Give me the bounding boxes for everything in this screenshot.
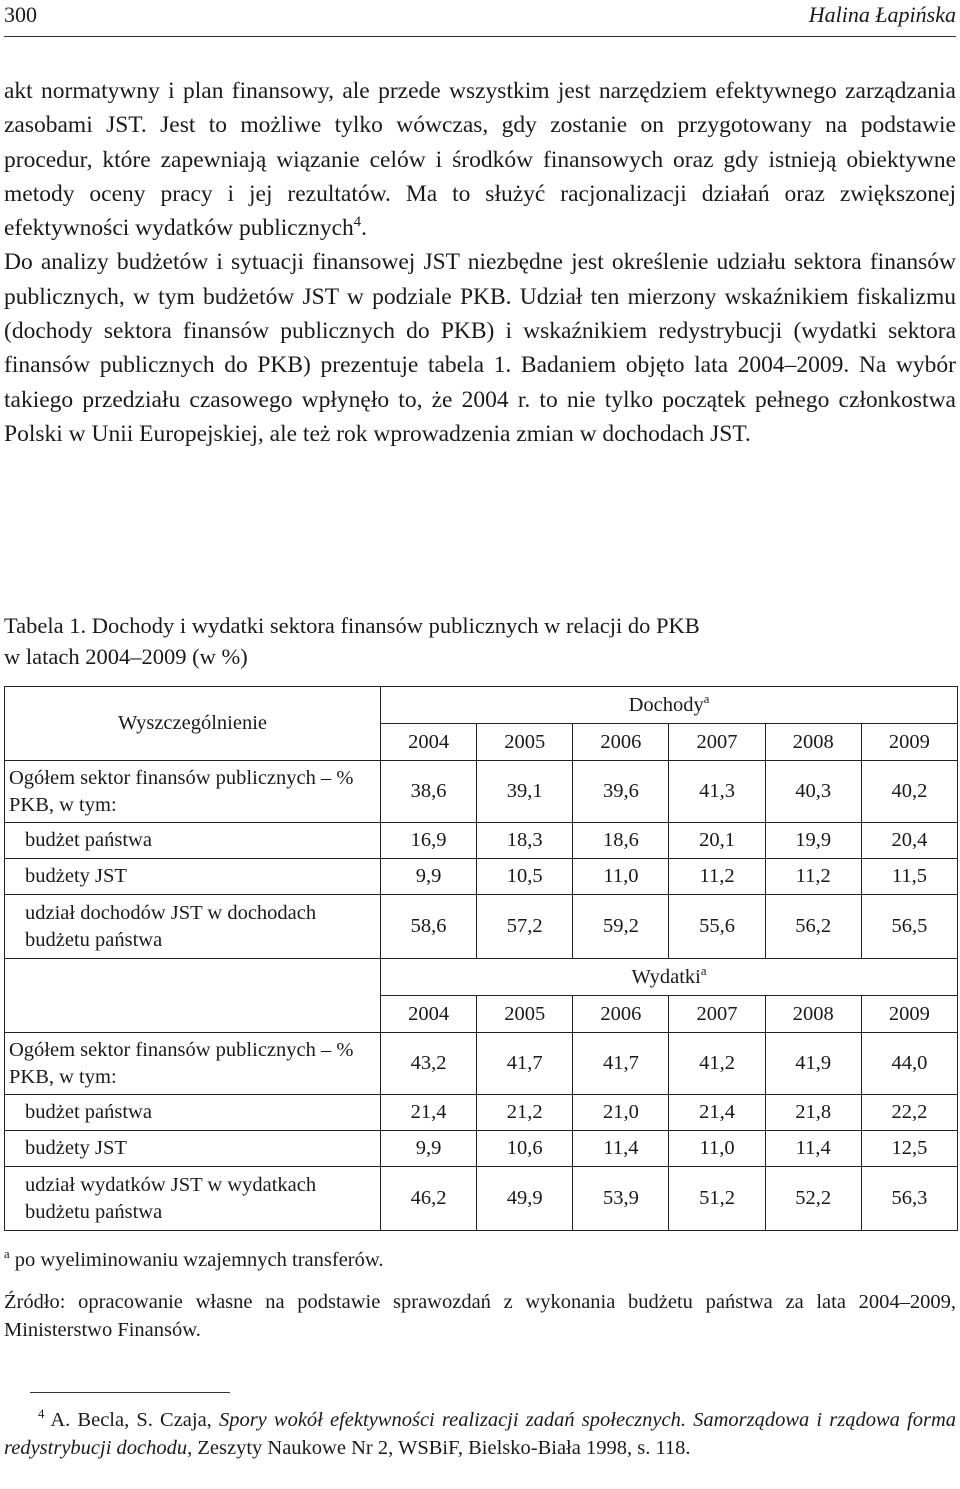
table-cell: 56,5 <box>861 895 957 959</box>
row-label: budżet państwa <box>5 1095 381 1131</box>
page-header <box>4 2 956 32</box>
table-cell: 11,2 <box>765 859 861 895</box>
row-label: Ogółem sektor finansów publicznych – % PKB, w tym: <box>5 1033 381 1095</box>
table-cell: 46,2 <box>381 1167 477 1231</box>
section-title: Dochody$^a$ <box>381 687 958 724</box>
body-text <box>4 74 956 451</box>
table-cell: 21,8 <box>765 1095 861 1131</box>
table-cell: 9,9 <box>381 859 477 895</box>
table-cell: 56,2 <box>765 895 861 959</box>
section-title-row <box>5 959 958 996</box>
data-table <box>4 686 958 1231</box>
table-cell: 19,9 <box>765 823 861 859</box>
footnote-ref: 4 <box>353 214 362 231</box>
table-cell: 11,0 <box>669 1131 765 1167</box>
table-cell: 41,3 <box>669 761 765 823</box>
table-cell: 20,1 <box>669 823 765 859</box>
table-cell: 21,0 <box>573 1095 669 1131</box>
table-cell: 21,4 <box>381 1095 477 1131</box>
table-row <box>5 1131 958 1167</box>
table-row <box>5 1167 958 1231</box>
table-cell: 18,6 <box>573 823 669 859</box>
table-cell: 38,6 <box>381 761 477 823</box>
table-cell: 39,6 <box>573 761 669 823</box>
table-row <box>5 1033 958 1095</box>
table-cell: 11,2 <box>669 859 765 895</box>
table-cell: 40,3 <box>765 761 861 823</box>
table-cell: 11,4 <box>765 1131 861 1167</box>
table-cell: 57,2 <box>477 895 573 959</box>
year-header: 2006 <box>573 996 669 1033</box>
year-header: 2004 <box>381 996 477 1033</box>
table-cell: 9,9 <box>381 1131 477 1167</box>
stub-header <box>5 959 381 1033</box>
paragraph-1: akt normatywny i plan finansowy, ale przede wszystkim jest narzędziem efektywnego zarządzania zasobami JST. Jest to możliwe tylko wówczas, gdy zostanie on przygotowany na podstawie procedur, które zapewniają wiązanie celów i środków finansowych oraz gdy istnieją obiektywne metody oceny pracy i jej rezultatów. Ma to służyć racjonalizacji działań oraz zwiększonej efektywności wydatków publicznych$^4$. <box>4 78 956 242</box>
stub-header: Wyszczególnienie <box>5 687 381 761</box>
row-label: udział wydatków JST w wydatkach budżetu państwa <box>5 1167 381 1231</box>
paragraph-2: Do analizy budżetów i sytuacji finansowej JST niezbędne jest określenie udziału sektora finansów publicznych, w tym budżetów JST w podziale PKB. Udział ten mierzony wskaźnikiem fiskalizmu (dochody sektora finansów publicznych do PKB) i wskaźnikiem redystrybucji (wydatki sektora finansów publicznych do PKB) prezentuje tabela 1. Badaniem objęto lata 2004–2009. Na wybór takiego przedziału czasowego wpłynęło to, że 2004 r. to nie tylko początek pełnego członkostwa Polski w Unii Europejskiej, ale też rok wprowadzenia zmian w dochodach JST. <box>4 249 956 447</box>
table-row <box>5 895 958 959</box>
section-title-row <box>5 687 958 724</box>
row-label: budżety JST <box>5 859 381 895</box>
table-cell: 40,2 <box>861 761 957 823</box>
header-divider <box>4 36 956 37</box>
table-cell: 18,3 <box>477 823 573 859</box>
table-note: $^a$ po wyeliminowaniu wzajemnych transferów. <box>4 1247 384 1271</box>
page-number: 300 <box>4 2 37 27</box>
table-cell: 44,0 <box>861 1033 957 1095</box>
table-cell: 52,2 <box>765 1167 861 1231</box>
source-note: Źródło: opracowanie własne na podstawie sprawozdań z wykonania budżetu państwa za lata 2004–2009, Ministerstwo Finansów. <box>4 1291 956 1341</box>
table-cell: 39,1 <box>477 761 573 823</box>
table-cell: 10,6 <box>477 1131 573 1167</box>
year-header: 2008 <box>765 724 861 761</box>
table-cell: 11,5 <box>861 859 957 895</box>
year-header: 2005 <box>477 724 573 761</box>
row-label: Ogółem sektor finansów publicznych – % PKB, w tym: <box>5 761 381 823</box>
table-cell: 11,0 <box>573 859 669 895</box>
table-cell: 22,2 <box>861 1095 957 1131</box>
table-row <box>5 1095 958 1131</box>
table-row <box>5 859 958 895</box>
year-header: 2008 <box>765 996 861 1033</box>
table-cell: 56,3 <box>861 1167 957 1231</box>
table-cell: 21,4 <box>669 1095 765 1131</box>
row-label: budżet państwa <box>5 823 381 859</box>
year-header: 2006 <box>573 724 669 761</box>
year-header: 2007 <box>669 996 765 1033</box>
table-row <box>5 823 958 859</box>
table-cell: 41,7 <box>573 1033 669 1095</box>
table-cell: 21,2 <box>477 1095 573 1131</box>
table-cell: 16,9 <box>381 823 477 859</box>
table-cell: 58,6 <box>381 895 477 959</box>
table-caption: Tabela 1. Dochody i wydatki sektora finansów publicznych w relacji do PKB w latach 2004–2009 (w %) <box>4 613 700 669</box>
running-head-author: Halina Łapińska <box>808 2 956 27</box>
table-cell: 20,4 <box>861 823 957 859</box>
table-cell: 59,2 <box>573 895 669 959</box>
table-cell: 41,9 <box>765 1033 861 1095</box>
table-cell: 12,5 <box>861 1131 957 1167</box>
table-cell: 43,2 <box>381 1033 477 1095</box>
table-cell: 51,2 <box>669 1167 765 1231</box>
footnote: $^4$ A. Becla, S. Czaja, Spory wokół efektywności realizacji zadań społecznych. Samorządowa i rządowa forma redystrybucji dochodu, Zeszyty Naukowe Nr 2, WSBiF, Bielsko-Biała 1998, s. 118. <box>4 1407 957 1459</box>
year-header: 2009 <box>861 996 957 1033</box>
row-label: budżety JST <box>5 1131 381 1167</box>
table-row <box>5 761 958 823</box>
year-header: 2009 <box>861 724 957 761</box>
year-header: 2005 <box>477 996 573 1033</box>
section-title: Wydatki$^a$ <box>381 959 958 996</box>
table-cell: 10,5 <box>477 859 573 895</box>
year-header: 2007 <box>669 724 765 761</box>
table-cell: 11,4 <box>573 1131 669 1167</box>
table-cell: 41,2 <box>669 1033 765 1095</box>
row-label: udział dochodów JST w dochodach budżetu państwa <box>5 895 381 959</box>
year-header: 2004 <box>381 724 477 761</box>
footnote-divider <box>30 1392 230 1393</box>
table-cell: 53,9 <box>573 1167 669 1231</box>
table-cell: 55,6 <box>669 895 765 959</box>
table-cell: 41,7 <box>477 1033 573 1095</box>
table-cell: 49,9 <box>477 1167 573 1231</box>
